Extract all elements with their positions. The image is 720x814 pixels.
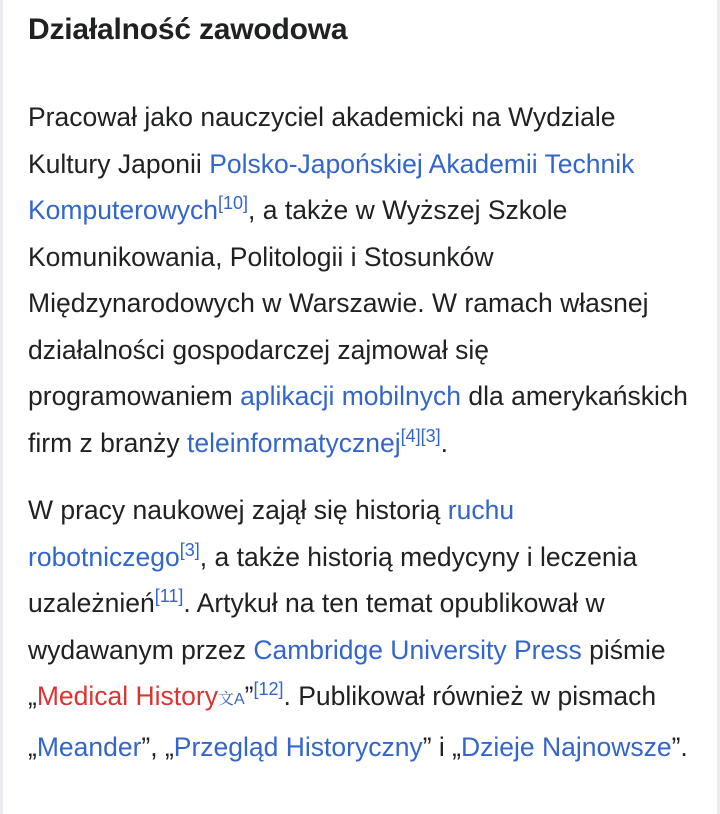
text: W pracy naukowej zajął się historią: [28, 495, 448, 525]
text: Pracował jako nauczyciel akademicki na Wydziale Kultury Japonii: [28, 102, 616, 179]
reference-4-link[interactable]: [4]: [400, 425, 421, 446]
left-border: [0, 0, 3, 814]
link-cambridge-university-press[interactable]: Cambridge University Press: [253, 634, 582, 665]
text: piśmie „: [28, 634, 666, 711]
text: ” i „: [422, 731, 461, 762]
reference-12[interactable]: [253, 679, 283, 699]
text: , a także historią medycyny i leczenia uzależnień: [28, 541, 638, 618]
reference-3[interactable]: [421, 426, 441, 446]
text: ”.: [671, 731, 688, 762]
reference-3-link[interactable]: [3]: [179, 539, 200, 560]
reference-11[interactable]: [155, 586, 184, 606]
text: ”: [244, 681, 254, 711]
link-dzieje-najnowsze[interactable]: Dzieje Najnowsze: [460, 731, 672, 762]
link-meander[interactable]: Meander: [36, 731, 142, 762]
section-heading: Działalność zawodowa: [28, 13, 348, 46]
paragraph-scientific-work: [28, 487, 700, 770]
reference-4[interactable]: [401, 426, 421, 446]
text: . Publikował również w pismach „: [28, 681, 657, 762]
link-przeglad-historyczny[interactable]: Przegląd Historyczny: [173, 731, 423, 762]
link-teleinformatics[interactable]: teleinformatycznej: [187, 427, 401, 458]
article-section: [28, 0, 700, 770]
reference-12-link[interactable]: [12]: [253, 679, 284, 699]
reference-10[interactable]: [218, 193, 248, 213]
link-mobile-apps[interactable]: aplikacji mobilnych: [240, 381, 462, 411]
text: .: [440, 427, 449, 458]
text: dla amerykańskich firm z branży: [28, 381, 688, 458]
paragraph-professional-activity: [28, 94, 700, 466]
link-labour-movement[interactable]: ruchu robotniczego: [28, 495, 515, 572]
reference-3[interactable]: [180, 540, 200, 560]
reference-3-link[interactable]: [3]: [420, 425, 441, 446]
link-pjatk[interactable]: Polsko-Japońskiej Akademii Technik Komputerowych: [28, 148, 635, 225]
link-medical-history[interactable]: Medical History: [36, 681, 218, 711]
reference-11-link[interactable]: [11]: [154, 586, 184, 606]
reference-10-link[interactable]: [10]: [218, 193, 249, 213]
text: , a także w Wyższej Szkole Komunikowania, Politologii i Stosunków Międzynarodowych w Warszawie. W ramach własnej działalności gospodarczej zajmował się programowaniem: [28, 195, 649, 411]
translate-icon[interactable]: 文A: [217, 691, 245, 708]
text: ”, „: [141, 731, 174, 762]
text: . Artykuł na ten temat opublikował w wydawanym przez: [28, 588, 605, 665]
